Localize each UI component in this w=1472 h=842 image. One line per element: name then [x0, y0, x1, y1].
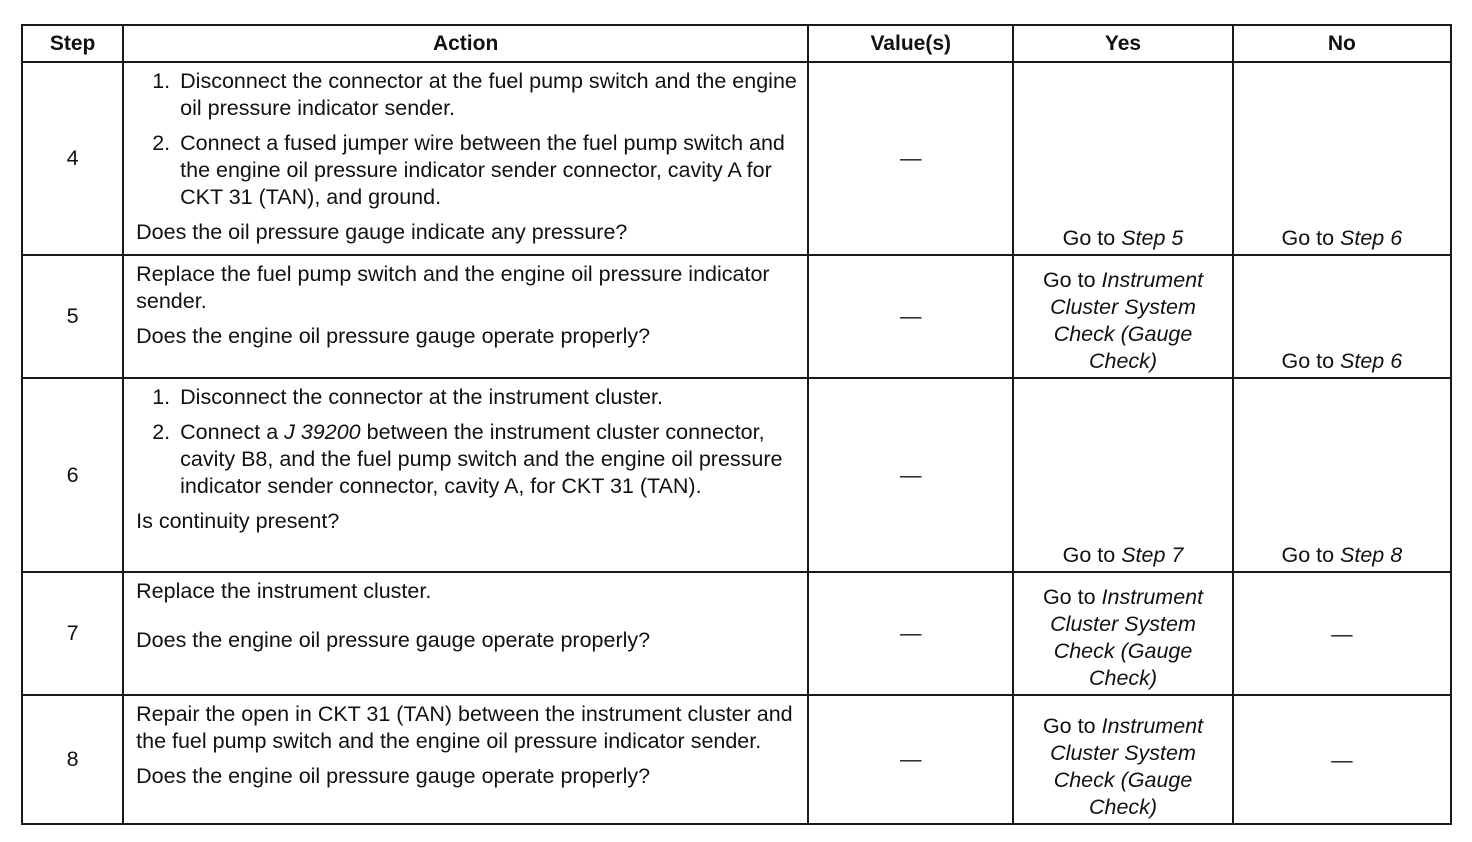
yes-cell: [1013, 378, 1232, 572]
list-number: 2.: [152, 420, 171, 444]
step-number: 4: [22, 62, 123, 255]
value-dash: —: [899, 747, 922, 771]
yes-prefix: Go to: [1042, 714, 1102, 738]
value-dash: —: [899, 462, 922, 487]
yes-check-link[interactable]: Instrument Cluster System Check (Gauge Check): [1050, 268, 1204, 373]
yes-cell: [1013, 62, 1232, 255]
table-row: [22, 695, 1451, 824]
yes-prefix: Go to: [1042, 268, 1102, 292]
table-row: [22, 378, 1451, 572]
values-cell: [808, 378, 1013, 572]
action-cell: [123, 378, 808, 572]
no-prefix: Go to: [1281, 349, 1341, 373]
no-cell: [1233, 378, 1451, 572]
action-question: Does the engine oil pressure gauge operate properly?: [136, 324, 651, 348]
action-question: Does the engine oil pressure gauge operate properly?: [136, 628, 651, 652]
yes-cell: [1013, 255, 1232, 378]
no-step-link[interactable]: Step 6: [1340, 349, 1403, 373]
action-text: Repair the open in CKT 31 (TAN) between the instrument cluster and the fuel pump switch and the engine oil pressure indicator sender.: [136, 702, 793, 753]
no-prefix: Go to: [1281, 226, 1341, 250]
action-list-item: [136, 68, 797, 122]
table-row: [22, 572, 1451, 695]
header-row: [22, 25, 1451, 62]
action-text: [180, 419, 797, 500]
header-action: Action: [123, 25, 808, 62]
action-list-item: [136, 130, 797, 211]
no-cell: [1233, 695, 1451, 824]
no-step-link[interactable]: Step 8: [1340, 543, 1403, 567]
no-cell: [1233, 62, 1451, 255]
list-number: 1.: [152, 385, 171, 409]
yes-step-link[interactable]: Step 7: [1121, 543, 1184, 567]
list-number: 1.: [152, 69, 171, 93]
list-number: 2.: [152, 131, 171, 155]
action-text: Disconnect the connector at the instrument cluster.: [180, 385, 663, 409]
action-text: Replace the instrument cluster.: [136, 579, 432, 603]
action-question: Does the engine oil pressure gauge operate properly?: [136, 764, 651, 788]
step-number: 8: [22, 695, 123, 824]
yes-cell: [1013, 572, 1232, 695]
values-cell: [808, 572, 1013, 695]
yes-prefix: Go to: [1042, 585, 1102, 609]
header-yes: Yes: [1013, 25, 1232, 62]
tool-reference: J 39200: [284, 420, 361, 444]
no-cell: [1233, 572, 1451, 695]
action-cell: [123, 255, 808, 378]
action-list-item: [136, 384, 797, 411]
step-number: 5: [22, 255, 123, 378]
action-text-part: between the instrument cluster connector, cavity B8, and the fuel pump switch and the engine oil pressure indicator sender connector, cavity A, for CKT 31 (TAN).: [180, 420, 783, 498]
action-question: Does the oil pressure gauge indicate any pressure?: [136, 220, 628, 244]
action-text-part: Connect a: [180, 420, 285, 444]
yes-check-link[interactable]: Instrument Cluster System Check (Gauge Check): [1050, 585, 1204, 690]
yes-cell: [1013, 695, 1232, 824]
value-dash: —: [899, 304, 922, 328]
action-text: Disconnect the connector at the fuel pump switch and the engine oil pressure indicator sender.: [180, 69, 797, 120]
action-cell: [123, 695, 808, 824]
yes-prefix: Go to: [1062, 226, 1122, 250]
no-step-link[interactable]: Step 6: [1340, 226, 1403, 250]
diagnostic-table: [21, 24, 1452, 825]
value-dash: —: [899, 621, 922, 645]
no-dash: —: [1331, 622, 1353, 646]
header-values: Value(s): [808, 25, 1013, 62]
action-cell: [123, 62, 808, 255]
values-cell: [808, 255, 1013, 378]
values-cell: [808, 695, 1013, 824]
no-prefix: Go to: [1281, 543, 1341, 567]
value-dash: —: [899, 146, 922, 170]
yes-check-link[interactable]: Instrument Cluster System Check (Gauge Check): [1050, 714, 1204, 819]
header-step: Step: [22, 25, 123, 62]
action-text: Replace the fuel pump switch and the engine oil pressure indicator sender.: [136, 262, 770, 313]
action-question: Is continuity present?: [136, 509, 340, 533]
yes-prefix: Go to: [1062, 543, 1122, 567]
step-number: 6: [22, 378, 123, 572]
action-cell: [123, 572, 808, 695]
table-row: [22, 62, 1451, 255]
no-dash: —: [1331, 748, 1353, 772]
action-text: Connect a fused jumper wire between the fuel pump switch and the engine oil pressure indicator sender connector, cavity A for CKT 31 (TAN), and ground.: [180, 131, 785, 209]
step-number: 7: [22, 572, 123, 695]
header-no: No: [1233, 25, 1451, 62]
values-cell: [808, 62, 1013, 255]
action-list-item: [136, 419, 797, 500]
table-row: [22, 255, 1451, 378]
no-cell: [1233, 255, 1451, 378]
yes-step-link[interactable]: Step 5: [1121, 226, 1184, 250]
